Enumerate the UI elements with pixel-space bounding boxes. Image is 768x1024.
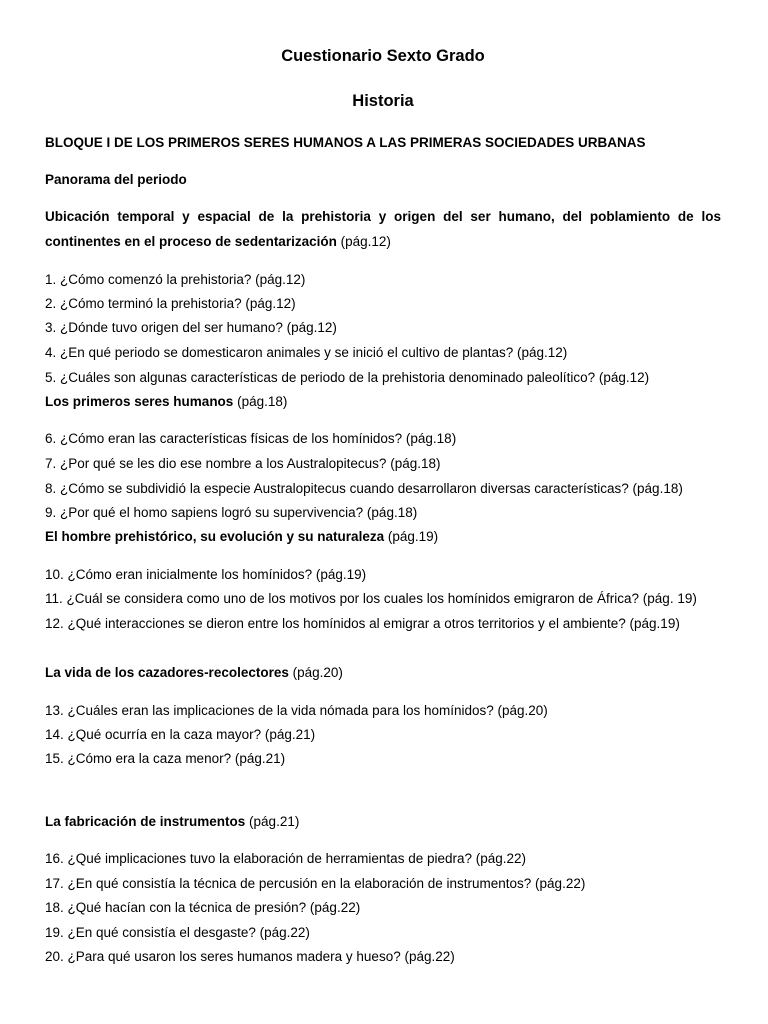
overview-heading: Panorama del periodo [45,172,187,187]
question-14: 14. ¿Qué ocurría en la caza mayor? (pág.21) [45,727,316,742]
question-4: 4. ¿En qué periodo se domesticaron animales y se inició el cultivo de plantas? (pág.12) [45,345,568,360]
question-12: 12. ¿Qué interacciones se dieron entre los homínidos al emigrar a otros territorios y el ambiente? (pág.19) [45,616,680,631]
block-heading: BLOQUE I DE LOS PRIMEROS SERES HUMANOS A LAS PRIMERAS SOCIEDADES URBANAS [45,135,646,150]
intro-paragraph [45,204,721,254]
question-6: 6. ¿Cómo eran las características físicas de los homínidos? (pág.18) [45,431,457,446]
section-heading-primeros-seres: Los primeros seres humanos (pág.18) [45,394,288,409]
intro-bold-text: Ubicación temporal y espacial de la prehistoria y origen del ser humano, del poblamiento de los continentes en el proceso de sedentarización [45,209,721,249]
question-5: 5. ¿Cuáles son algunas características de periodo de la prehistoria denominado paleolítico? (pág.12) [45,370,650,385]
question-11: 11. ¿Cuál se considera como uno de los motivos por los cuales los homínidos emigraron de África? (pág. 19) [45,591,697,606]
section-heading-instrumentos: La fabricación de instrumentos (pág.21) [45,814,300,829]
question-15: 15. ¿Cómo era la caza menor? (pág.21) [45,751,286,766]
question-8: 8. ¿Cómo se subdividió la especie Australopitecus cuando desarrollaron diversas características? (pág.18) [45,481,683,496]
question-9: 9. ¿Por qué el homo sapiens logró su supervivencia? (pág.18) [45,505,418,520]
question-19: 19. ¿En qué consistía el desgaste? (pág.22) [45,925,310,940]
document-title: Cuestionario Sexto Grado [281,47,485,65]
question-3: 3. ¿Dónde tuvo origen del ser humano? (pág.12) [45,320,337,335]
question-10: 10. ¿Cómo eran inicialmente los homínidos? (pág.19) [45,567,367,582]
section-heading-hombre-prehistorico: El hombre prehistórico, su evolución y su naturaleza (pág.19) [45,529,439,544]
section-heading-cazadores: La vida de los cazadores-recolectores (pág.20) [45,665,343,680]
subject-title: Historia [352,92,414,110]
question-13: 13. ¿Cuáles eran las implicaciones de la vida nómada para los homínidos? (pág.20) [45,703,548,718]
question-2: 2. ¿Cómo terminó la prehistoria? (pág.12) [45,296,296,311]
intro-page-ref: (pág.12) [336,234,391,249]
question-16: 16. ¿Qué implicaciones tuvo la elaboración de herramientas de piedra? (pág.22) [45,851,527,866]
question-18: 18. ¿Qué hacían con la técnica de presión? (pág.22) [45,900,361,915]
question-17: 17. ¿En qué consistía la técnica de percusión en la elaboración de instrumentos? (pág.22) [45,876,586,891]
document-page [45,0,721,1024]
question-20: 20. ¿Para qué usaron los seres humanos madera y hueso? (pág.22) [45,949,455,964]
question-1: 1. ¿Cómo comenzó la prehistoria? (pág.12) [45,272,306,287]
question-7: 7. ¿Por qué se les dio ese nombre a los Australopitecus? (pág.18) [45,456,441,471]
